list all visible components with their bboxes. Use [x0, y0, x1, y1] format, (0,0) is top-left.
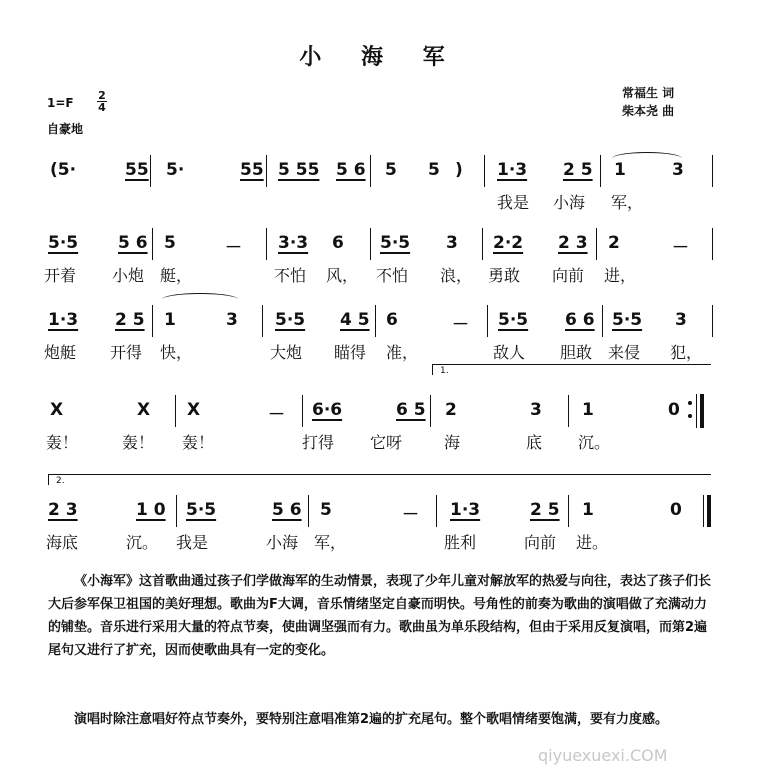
- lyricist: 常福生 词: [622, 86, 675, 100]
- note: 5: [428, 160, 440, 180]
- note: 2 3: [558, 233, 588, 253]
- note: 55: [125, 160, 149, 180]
- note: 5·5: [186, 500, 217, 520]
- note: 5 6: [118, 233, 148, 253]
- note: 2: [608, 233, 620, 253]
- note: 2 5: [530, 500, 560, 520]
- note: 5 6: [272, 500, 302, 520]
- first-ending-number: 1.: [440, 366, 449, 376]
- song-title: 小 海 军: [299, 45, 461, 70]
- lyric: 海: [444, 433, 461, 452]
- bar-line: [175, 395, 176, 427]
- note: 0: [668, 400, 680, 420]
- first-ending-bracket: [432, 364, 711, 375]
- lyric: 艇，: [160, 266, 193, 285]
- bar-line: [370, 228, 371, 260]
- second-ending-number: 2.: [56, 476, 65, 486]
- note: 6·6: [312, 400, 343, 420]
- lyric: 小海: [553, 193, 586, 212]
- score-row-5: [0, 476, 760, 570]
- note: 5·: [166, 160, 185, 180]
- lyric: 准，: [386, 343, 419, 362]
- lyric: 开得: [110, 343, 143, 362]
- lyric: 开着: [44, 266, 77, 285]
- final-thick-line: [707, 495, 711, 527]
- bar-line: [596, 228, 597, 260]
- lyric: 轰！: [182, 433, 215, 452]
- credits: [622, 84, 674, 120]
- lyric: 轰！: [122, 433, 155, 452]
- note: 5: [385, 160, 397, 180]
- lyric: 向前: [524, 533, 557, 552]
- note: －: [268, 405, 285, 425]
- score-row-4: [0, 366, 760, 470]
- repeat-dot: [688, 401, 692, 405]
- lyric: 打得: [302, 433, 335, 452]
- note: 5: [320, 500, 332, 520]
- note: 1: [614, 160, 626, 180]
- bar-line: [482, 228, 483, 260]
- lyric: 不怕: [376, 266, 409, 285]
- bar-line: [308, 495, 309, 527]
- note: ): [455, 160, 463, 180]
- bar-line: [430, 395, 431, 427]
- note: 1·3: [497, 160, 528, 180]
- bar-line: [568, 395, 569, 427]
- lyric: 沉。: [578, 433, 611, 452]
- bar-line: [568, 495, 569, 527]
- bar-line: [152, 228, 153, 260]
- note: 55: [240, 160, 264, 180]
- note: 4 5: [340, 310, 370, 330]
- lyric: 瞄得: [334, 343, 367, 362]
- note: 0: [670, 500, 682, 520]
- second-ending-bracket: [48, 474, 711, 485]
- lyric: 军，: [611, 193, 644, 212]
- bar-line: [602, 305, 603, 337]
- note: 5·5: [380, 233, 411, 253]
- lyric: 军，: [314, 533, 347, 552]
- lyric: 犯，: [670, 343, 703, 362]
- note: 2 5: [563, 160, 593, 180]
- note: 6: [386, 310, 398, 330]
- note: 1: [582, 500, 594, 520]
- note: －: [225, 238, 242, 258]
- lyric: 我是: [176, 533, 209, 552]
- lyric: 勇敢: [488, 266, 521, 285]
- lyric: 风，: [326, 266, 359, 285]
- note: 1·3: [48, 310, 79, 330]
- lyric: 我是: [497, 193, 530, 212]
- description-paragraph-2: 演唱时除注意唱好符点节奏外，要特别注意唱准第2遍的扩充尾句。整个歌唱情绪要饱满，要有力度感。: [74, 712, 669, 727]
- note: －: [452, 315, 469, 335]
- bar-line: [262, 305, 263, 337]
- score-row-2: [0, 233, 760, 303]
- note: 3: [672, 160, 684, 180]
- note: 5·5: [612, 310, 643, 330]
- lyric: 敌人: [493, 343, 526, 362]
- lyric: 胆敢: [560, 343, 593, 362]
- bar-line: [375, 305, 376, 337]
- meter-bottom: 4: [98, 101, 106, 114]
- note: 2: [445, 400, 457, 420]
- note: 3: [226, 310, 238, 330]
- bar-line: [266, 228, 267, 260]
- note: 5·5: [275, 310, 306, 330]
- lyric: 大炮: [270, 343, 303, 362]
- note: 6 5: [396, 400, 426, 420]
- note: －: [402, 505, 419, 525]
- meter-top: 2: [98, 89, 106, 102]
- note: 6: [332, 233, 344, 253]
- repeat-dot: [688, 414, 692, 418]
- note: －: [672, 238, 689, 258]
- note: 1: [164, 310, 176, 330]
- lyric: 来侵: [608, 343, 641, 362]
- lyric: 胜利: [444, 533, 477, 552]
- lyric: 浪，: [440, 266, 473, 285]
- lyric: 进。: [576, 533, 609, 552]
- lyric: 向前: [552, 266, 585, 285]
- lyric: 小海: [266, 533, 299, 552]
- bar-line: [712, 305, 713, 337]
- lyric: 不怕: [274, 266, 307, 285]
- key-signature: 1=F: [47, 96, 74, 110]
- bar-line: [370, 155, 371, 187]
- note: 1 0: [136, 500, 166, 520]
- lyric: 沉。: [126, 533, 159, 552]
- note: 2 5: [115, 310, 145, 330]
- description-paragraph-1: 《小海军》这首歌曲通过孩子们学做海军的生动情景，表现了少年儿童对解放军的热爱与向往，表达了孩子们长大后参军保卫祖国的美好理想。歌曲为F大调，音乐情绪坚定自豪而明快。号角性的前奏为歌曲的演唱做了充满动力的铺垫。音乐进行采用大量的符点节奏，使曲调坚强而有力。歌曲虽为单乐段结构，但由于采用反复演唱，而第2遍尾句又进行了扩充，因而使歌曲具有一定的变化。: [48, 574, 712, 658]
- note: 3: [675, 310, 687, 330]
- lyric: 快，: [160, 343, 193, 362]
- bar-line: [436, 495, 437, 527]
- lyric: 轰！: [46, 433, 79, 452]
- bar-line: [266, 155, 267, 187]
- note: 3: [446, 233, 458, 253]
- lyric: 炮艇: [44, 343, 77, 362]
- note: 5: [164, 233, 176, 253]
- bar-line: [712, 228, 713, 260]
- repeat-end-barline: [688, 394, 712, 428]
- note: 3: [530, 400, 542, 420]
- composer: 柴本尧 曲: [622, 104, 675, 118]
- lyric: 底: [526, 433, 543, 452]
- note: 3·3: [278, 233, 309, 253]
- note: 1: [582, 400, 594, 420]
- time-signature: [97, 90, 107, 113]
- lyric: 它呀: [370, 433, 403, 452]
- note: 6 6: [565, 310, 595, 330]
- lyric: 海底: [46, 533, 79, 552]
- note: X: [137, 400, 151, 420]
- note: 2·2: [493, 233, 524, 253]
- note: 1·3: [450, 500, 481, 520]
- repeat-thick-line: [700, 394, 704, 428]
- bar-line: [712, 155, 713, 187]
- bar-line: [152, 305, 153, 337]
- note: X: [187, 400, 201, 420]
- note: 5·5: [498, 310, 529, 330]
- bar-line: [487, 305, 488, 337]
- note: 2 3: [48, 500, 78, 520]
- watermark: qiyuexuexi.COM: [538, 746, 668, 765]
- bar-line: [176, 495, 177, 527]
- bar-line: [150, 155, 151, 187]
- slur: [162, 293, 238, 306]
- note: 5 55: [278, 160, 320, 180]
- bar-line: [302, 395, 303, 427]
- repeat-thin-line: [696, 394, 697, 428]
- score-row-1: [0, 160, 760, 230]
- bar-line: [600, 155, 601, 187]
- note: (5·: [50, 160, 77, 180]
- final-thin-line: [703, 495, 704, 527]
- lyric: 小炮: [112, 266, 145, 285]
- note: X: [50, 400, 64, 420]
- bar-line: [484, 155, 485, 187]
- note: 5 6: [336, 160, 366, 180]
- tempo-marking: 自豪地: [47, 122, 84, 136]
- note: 5·5: [48, 233, 79, 253]
- lyric: 进，: [604, 266, 637, 285]
